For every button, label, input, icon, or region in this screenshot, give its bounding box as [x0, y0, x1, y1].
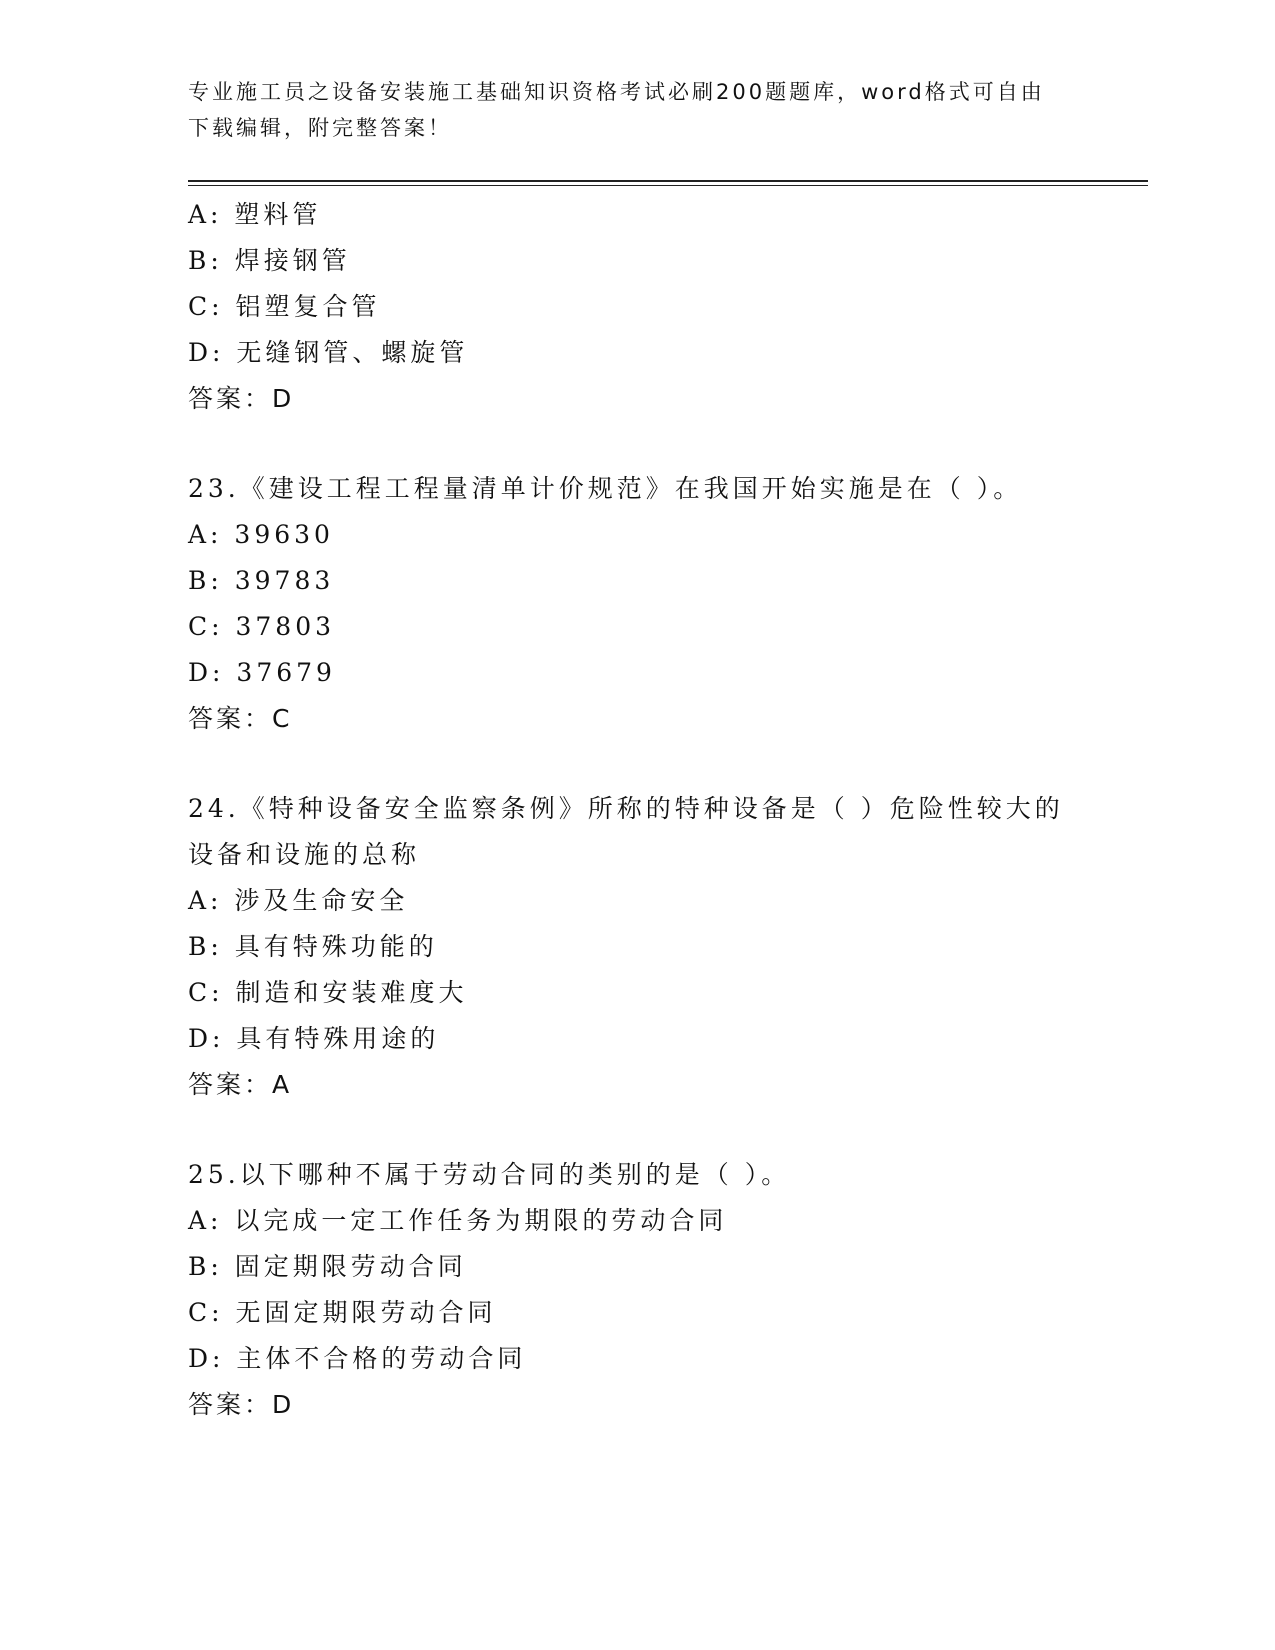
question-text: 23.《建设工程工程量清单计价规范》在我国开始实施是在（ ）。 [188, 474, 1023, 503]
option-a: A: 39630 [188, 520, 334, 549]
option-c: C: 铝塑复合管 [188, 292, 381, 321]
answer-line: 答案：D [188, 1390, 295, 1419]
option-d: D: 无缝钢管、螺旋管 [188, 338, 469, 367]
option-c: C: 制造和安装难度大 [188, 978, 468, 1007]
option-c: C: 无固定期限劳动合同 [188, 1298, 497, 1327]
question-list [188, 192, 1148, 1428]
option-b: B: 固定期限劳动合同 [188, 1252, 467, 1281]
question-22 [188, 192, 1148, 422]
question-24 [188, 786, 1148, 1108]
option-d: D: 具有特殊用途的 [188, 1024, 440, 1053]
header-divider [188, 180, 1148, 186]
option-c: C: 37803 [188, 612, 336, 641]
option-d: D: 主体不合格的劳动合同 [188, 1344, 527, 1373]
answer-line: 答案：C [188, 704, 293, 733]
question-25 [188, 1152, 1148, 1428]
option-a: A: 以完成一定工作任务为期限的劳动合同 [188, 1206, 728, 1235]
answer-line: 答案：A [188, 1070, 293, 1099]
option-a: A: 涉及生命安全 [188, 886, 409, 915]
option-a: A: 塑料管 [188, 200, 322, 229]
option-b: B: 39783 [188, 566, 335, 595]
question-23 [188, 466, 1148, 742]
document-page [188, 74, 1148, 1428]
option-b: B: 焊接钢管 [188, 246, 351, 275]
document-title: 专业施工员之设备安装施工基础知识资格考试必刷200题题库，word格式可自由下载编辑，附完整答案！ [188, 80, 1045, 140]
question-text: 24.《特种设备安全监察条例》所称的特种设备是（ ）危险性较大的设备和设施的总称 [188, 794, 1064, 869]
option-d: D: 37679 [188, 658, 336, 687]
option-b: B: 具有特殊功能的 [188, 932, 438, 961]
question-text: 25.以下哪种不属于劳动合同的类别的是（ ）。 [188, 1160, 791, 1189]
answer-line: 答案：D [188, 384, 295, 413]
